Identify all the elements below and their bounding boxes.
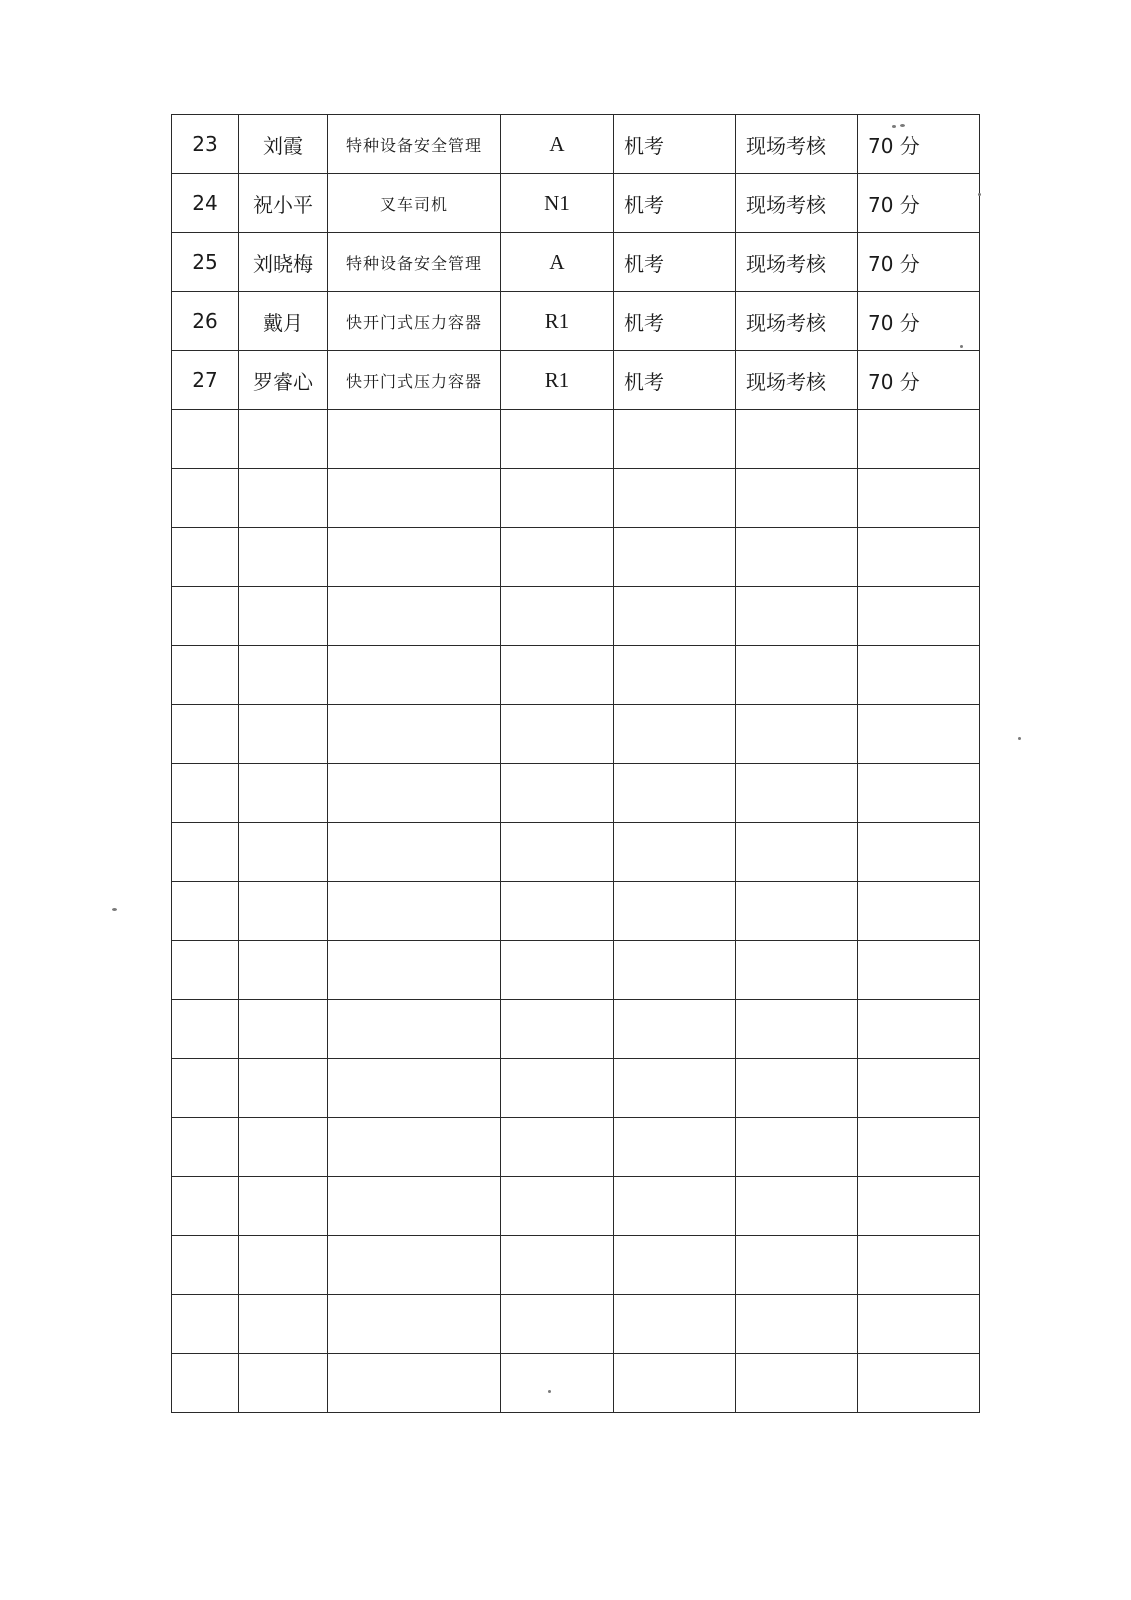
table-row-empty [172, 1354, 980, 1413]
scan-speck [978, 193, 981, 196]
row-number-empty [172, 941, 239, 1000]
scan-speck [112, 908, 117, 911]
examinee-name-empty [239, 469, 328, 528]
table-row-empty [172, 882, 980, 941]
examinee-name-empty [239, 882, 328, 941]
row-number: 27 [172, 351, 239, 410]
theory-exam-mode-empty [614, 882, 736, 941]
theory-exam-mode-empty [614, 941, 736, 1000]
passing-score-empty [858, 1295, 980, 1354]
passing-score: 70 分 [858, 115, 980, 174]
operation-item: 叉车司机 [328, 174, 501, 233]
passing-score-empty [858, 410, 980, 469]
item-code-empty [501, 1354, 614, 1413]
theory-exam-mode-empty [614, 587, 736, 646]
practical-exam-mode: 现场考核 [736, 174, 858, 233]
row-number-empty [172, 1177, 239, 1236]
table-row-empty [172, 1295, 980, 1354]
practical-exam-mode-empty [736, 1177, 858, 1236]
examinee-name-empty [239, 1295, 328, 1354]
practical-exam-mode-empty [736, 587, 858, 646]
passing-score-empty [858, 705, 980, 764]
item-code-empty [501, 1000, 614, 1059]
operation-item-empty [328, 1000, 501, 1059]
scan-speck [892, 125, 896, 128]
item-code-empty [501, 1295, 614, 1354]
item-code-empty [501, 941, 614, 1000]
row-number: 23 [172, 115, 239, 174]
table-row [172, 233, 980, 292]
practical-exam-mode-empty [736, 1059, 858, 1118]
examinee-name-empty [239, 1236, 328, 1295]
theory-exam-mode: 机考 [614, 115, 736, 174]
item-code-empty [501, 705, 614, 764]
row-number-empty [172, 1236, 239, 1295]
practical-exam-mode-empty [736, 646, 858, 705]
practical-exam-mode-empty [736, 1236, 858, 1295]
operation-item-empty [328, 1177, 501, 1236]
table-row [172, 174, 980, 233]
passing-score-empty [858, 528, 980, 587]
operation-item-empty [328, 1295, 501, 1354]
operation-item: 特种设备安全管理 [328, 115, 501, 174]
examinee-name-empty [239, 587, 328, 646]
table-row-empty [172, 528, 980, 587]
theory-exam-mode-empty [614, 764, 736, 823]
examinee-name-empty [239, 705, 328, 764]
table-row [172, 292, 980, 351]
row-number-empty [172, 705, 239, 764]
table-row-empty [172, 1059, 980, 1118]
practical-exam-mode-empty [736, 882, 858, 941]
operation-item: 特种设备安全管理 [328, 233, 501, 292]
passing-score-empty [858, 1354, 980, 1413]
operation-item-empty [328, 1236, 501, 1295]
examinee-name-empty [239, 1354, 328, 1413]
operation-item-empty [328, 469, 501, 528]
theory-exam-mode-empty [614, 1236, 736, 1295]
practical-exam-mode-empty [736, 764, 858, 823]
examinee-name: 祝小平 [239, 174, 328, 233]
practical-exam-mode-empty [736, 1295, 858, 1354]
examinee-name-empty [239, 528, 328, 587]
passing-score: 70 分 [858, 351, 980, 410]
item-code-empty [501, 1177, 614, 1236]
table-row-empty [172, 764, 980, 823]
item-code-empty [501, 1118, 614, 1177]
practical-exam-mode-empty [736, 941, 858, 1000]
row-number-empty [172, 646, 239, 705]
examinee-name-empty [239, 1059, 328, 1118]
passing-score: 70 分 [858, 174, 980, 233]
theory-exam-mode-empty [614, 1059, 736, 1118]
theory-exam-mode-empty [614, 1177, 736, 1236]
table-row-empty [172, 469, 980, 528]
item-code: R1 [501, 292, 614, 351]
practical-exam-mode: 现场考核 [736, 115, 858, 174]
examinee-name-empty [239, 1118, 328, 1177]
operation-item-empty [328, 882, 501, 941]
row-number-empty [172, 587, 239, 646]
row-number: 24 [172, 174, 239, 233]
row-number-empty [172, 1059, 239, 1118]
item-code-empty [501, 469, 614, 528]
scan-speck [548, 1390, 551, 1393]
operation-item-empty [328, 764, 501, 823]
theory-exam-mode-empty [614, 528, 736, 587]
item-code-empty [501, 764, 614, 823]
passing-score-empty [858, 1059, 980, 1118]
table-row-empty [172, 410, 980, 469]
practical-exam-mode-empty [736, 823, 858, 882]
item-code-empty [501, 528, 614, 587]
theory-exam-mode: 机考 [614, 351, 736, 410]
row-number-empty [172, 764, 239, 823]
operation-item: 快开门式压力容器 [328, 351, 501, 410]
item-code-empty [501, 587, 614, 646]
practical-exam-mode-empty [736, 528, 858, 587]
scan-speck [1018, 737, 1021, 740]
operation-item-empty [328, 410, 501, 469]
row-number-empty [172, 1000, 239, 1059]
row-number-empty [172, 882, 239, 941]
operation-item-empty [328, 705, 501, 764]
operation-item-empty [328, 823, 501, 882]
examinee-name-empty [239, 1000, 328, 1059]
practical-exam-mode-empty [736, 1118, 858, 1177]
practical-exam-mode: 现场考核 [736, 292, 858, 351]
examinee-name-empty [239, 646, 328, 705]
examinee-name-empty [239, 823, 328, 882]
practical-exam-mode-empty [736, 469, 858, 528]
passing-score-empty [858, 1236, 980, 1295]
examinee-name-empty [239, 764, 328, 823]
passing-score-empty [858, 646, 980, 705]
passing-score-empty [858, 469, 980, 528]
theory-exam-mode-empty [614, 823, 736, 882]
scan-speck [900, 124, 905, 127]
row-number-empty [172, 528, 239, 587]
theory-exam-mode-empty [614, 1295, 736, 1354]
row-number: 26 [172, 292, 239, 351]
table-row-empty [172, 646, 980, 705]
table-row-empty [172, 1177, 980, 1236]
row-number-empty [172, 1354, 239, 1413]
examinee-name-empty [239, 1177, 328, 1236]
theory-exam-mode: 机考 [614, 233, 736, 292]
row-number-empty [172, 1295, 239, 1354]
item-code-empty [501, 410, 614, 469]
examinee-name: 罗睿心 [239, 351, 328, 410]
row-number-empty [172, 410, 239, 469]
passing-score: 70 分 [858, 233, 980, 292]
table-row-empty [172, 705, 980, 764]
examinee-name: 刘霞 [239, 115, 328, 174]
theory-exam-mode: 机考 [614, 174, 736, 233]
item-code: A [501, 115, 614, 174]
item-code: N1 [501, 174, 614, 233]
practical-exam-mode-empty [736, 705, 858, 764]
table-row [172, 351, 980, 410]
examinee-name: 刘晓梅 [239, 233, 328, 292]
operation-item-empty [328, 528, 501, 587]
examinee-name: 戴月 [239, 292, 328, 351]
operation-item-empty [328, 1118, 501, 1177]
item-code-empty [501, 823, 614, 882]
operation-item-empty [328, 941, 501, 1000]
passing-score: 70 分 [858, 292, 980, 351]
theory-exam-mode-empty [614, 1354, 736, 1413]
operation-item-empty [328, 1059, 501, 1118]
table-row-empty [172, 823, 980, 882]
table-row-empty [172, 1236, 980, 1295]
passing-score-empty [858, 823, 980, 882]
item-code-empty [501, 1236, 614, 1295]
operation-item-empty [328, 1354, 501, 1413]
item-code-empty [501, 882, 614, 941]
row-number: 25 [172, 233, 239, 292]
passing-score-empty [858, 1118, 980, 1177]
operation-item: 快开门式压力容器 [328, 292, 501, 351]
practical-exam-mode: 现场考核 [736, 351, 858, 410]
practical-exam-mode: 现场考核 [736, 233, 858, 292]
passing-score-empty [858, 764, 980, 823]
examinee-table [171, 114, 980, 1413]
row-number-empty [172, 1118, 239, 1177]
row-number-empty [172, 823, 239, 882]
practical-exam-mode-empty [736, 1354, 858, 1413]
item-code-empty [501, 646, 614, 705]
practical-exam-mode-empty [736, 410, 858, 469]
examinee-table-body [172, 115, 980, 1413]
theory-exam-mode-empty [614, 410, 736, 469]
examinee-name-empty [239, 410, 328, 469]
scan-speck [960, 345, 963, 348]
theory-exam-mode-empty [614, 646, 736, 705]
operation-item-empty [328, 587, 501, 646]
passing-score-empty [858, 1000, 980, 1059]
item-code: R1 [501, 351, 614, 410]
theory-exam-mode: 机考 [614, 292, 736, 351]
table-row-empty [172, 941, 980, 1000]
table-row-empty [172, 1000, 980, 1059]
table-row-empty [172, 587, 980, 646]
examinee-name-empty [239, 941, 328, 1000]
table-row [172, 115, 980, 174]
practical-exam-mode-empty [736, 1000, 858, 1059]
theory-exam-mode-empty [614, 1118, 736, 1177]
row-number-empty [172, 469, 239, 528]
theory-exam-mode-empty [614, 1000, 736, 1059]
passing-score-empty [858, 587, 980, 646]
table-row-empty [172, 1118, 980, 1177]
operation-item-empty [328, 646, 501, 705]
theory-exam-mode-empty [614, 469, 736, 528]
passing-score-empty [858, 882, 980, 941]
item-code-empty [501, 1059, 614, 1118]
passing-score-empty [858, 941, 980, 1000]
theory-exam-mode-empty [614, 705, 736, 764]
passing-score-empty [858, 1177, 980, 1236]
item-code: A [501, 233, 614, 292]
